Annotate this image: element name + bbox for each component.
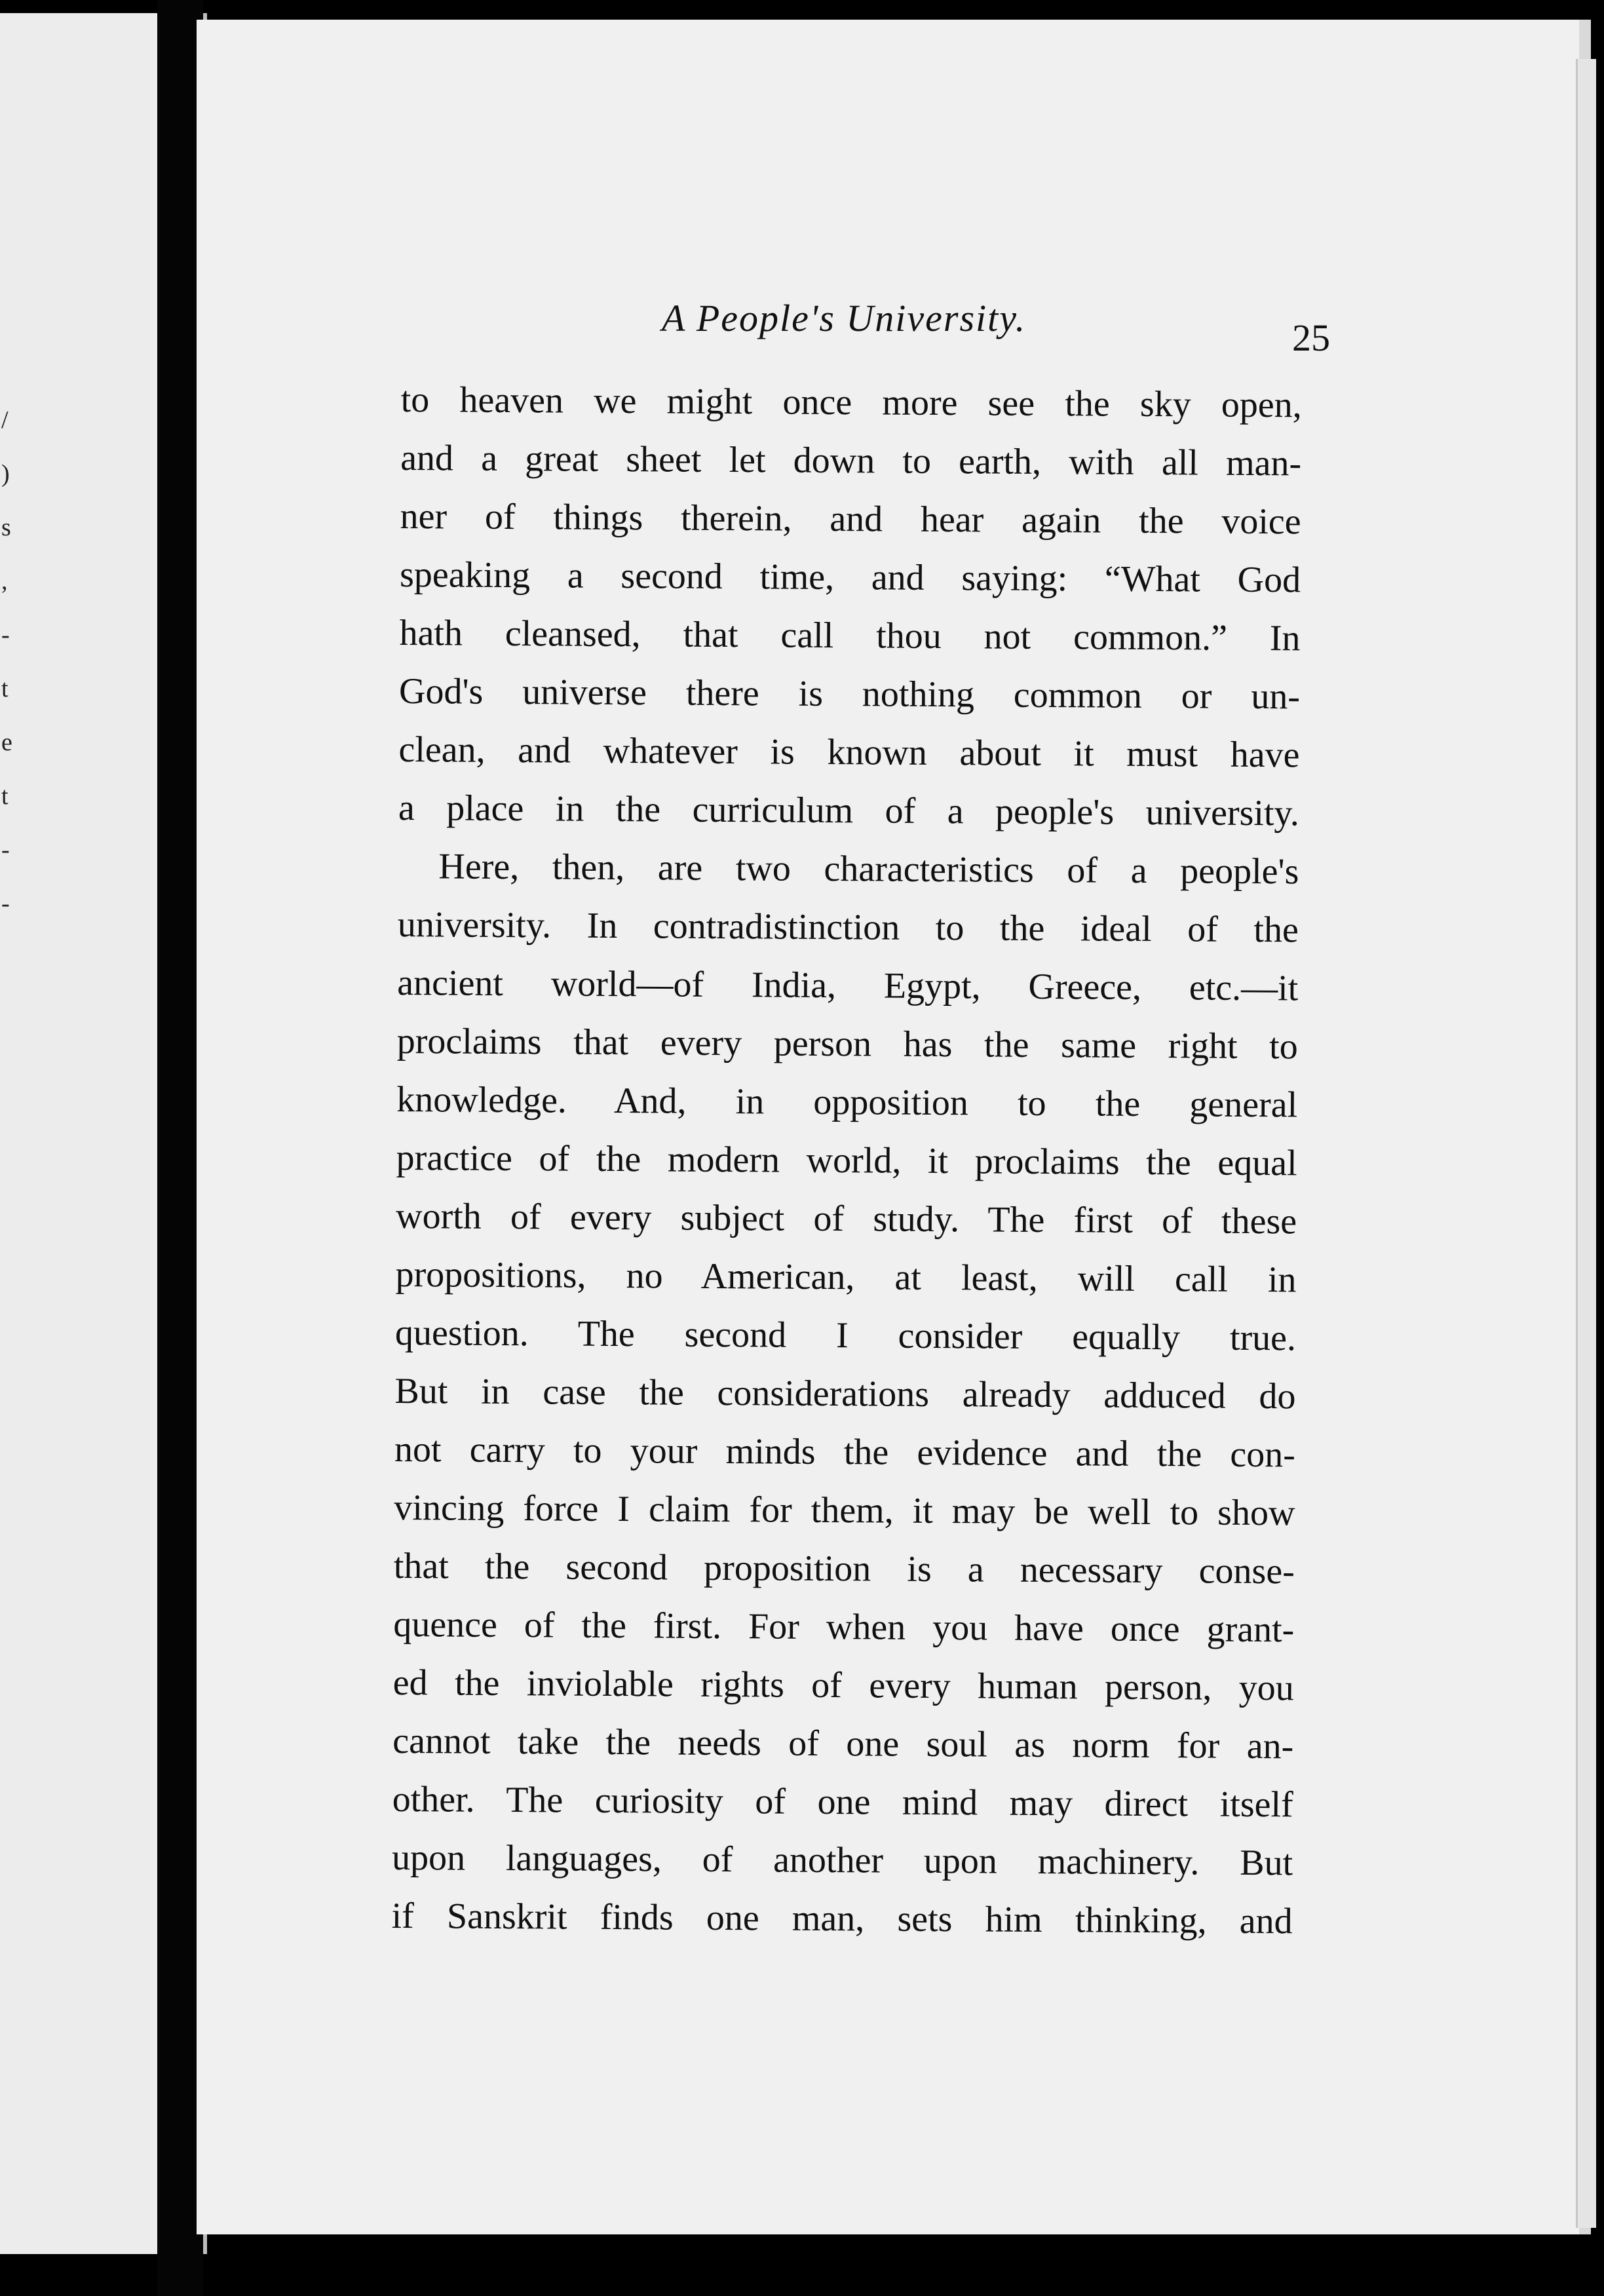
page-edge [1576, 59, 1596, 2228]
text-line: worth of every subject of study. The first of these [395, 1195, 1297, 1242]
text-line: question. The second I consider equally true. [394, 1312, 1297, 1359]
left-margin-mark: - [1, 890, 10, 917]
left-margin-mark: e [1, 729, 12, 756]
left-margin-mark: / [1, 406, 9, 434]
text-line: God's universe there is nothing common or un- [398, 670, 1301, 718]
text-line: ed the inviolable rights of every human person, you [392, 1662, 1294, 1709]
text-line: But in case the considerations already adduced do [394, 1370, 1296, 1417]
running-head: A People's University. [662, 297, 1027, 339]
text-line: not carry to your minds the evidence and the con- [394, 1428, 1296, 1476]
text-line: other. The curiosity of one mind may direct itself [392, 1778, 1293, 1826]
text-line: university. In contradistinction to the ideal of the [397, 904, 1299, 951]
text-line: practice of the modern world, it proclaims the equal [396, 1137, 1297, 1184]
text-line: upon languages, of another upon machinery. But [391, 1837, 1293, 1884]
text-line: vincing force I claim for them, it may be well to show [394, 1487, 1295, 1534]
left-margin-mark: t [1, 675, 9, 702]
text-line: to heaven we might once more see the sky open, [400, 379, 1302, 426]
left-margin-mark: ) [1, 460, 10, 488]
paragraph-start-line: Here, then, are two characteristics of a people's [438, 846, 1299, 892]
text-line: a place in the curriculum of a people's university. [398, 787, 1300, 834]
left-margin-mark: , [1, 567, 8, 595]
text-line: that the second proposition is a necessary conse- [393, 1545, 1295, 1592]
left-margin-mark: - [1, 621, 10, 649]
text-line: cannot take the needs of one soul as norm for an- [392, 1720, 1294, 1767]
text-line: ancient world—of India, Egypt, Greece, etc.—it [397, 962, 1299, 1009]
text-line: hath cleansed, that call thou not common.” In [399, 612, 1301, 659]
text-line: knowledge. And, in opposition to the general [396, 1079, 1298, 1126]
text-line: and a great sheet let down to earth, with all man- [400, 437, 1302, 484]
text-line: ner of things therein, and hear again the voice [400, 495, 1301, 543]
text-line: clean, and whatever is known about it must have [398, 729, 1300, 776]
text-line: quence of the first. For when you have once grant- [393, 1603, 1295, 1651]
text-line: speaking a second time, and saying: “What God [399, 554, 1301, 601]
text-line: if Sanskrit finds one man, sets him thinking, and [391, 1895, 1293, 1942]
text-line: propositions, no American, at least, will call in [395, 1253, 1297, 1301]
left-margin-mark: - [1, 836, 10, 864]
left-page-margin-text [1, 393, 21, 930]
left-margin-mark: s [1, 514, 11, 541]
page-number: 25 [1292, 316, 1330, 359]
page-header [419, 296, 1330, 359]
text-line: proclaims that every person has the same right to [396, 1020, 1298, 1067]
left-margin-mark: t [1, 782, 9, 810]
body-text [391, 371, 1302, 1951]
